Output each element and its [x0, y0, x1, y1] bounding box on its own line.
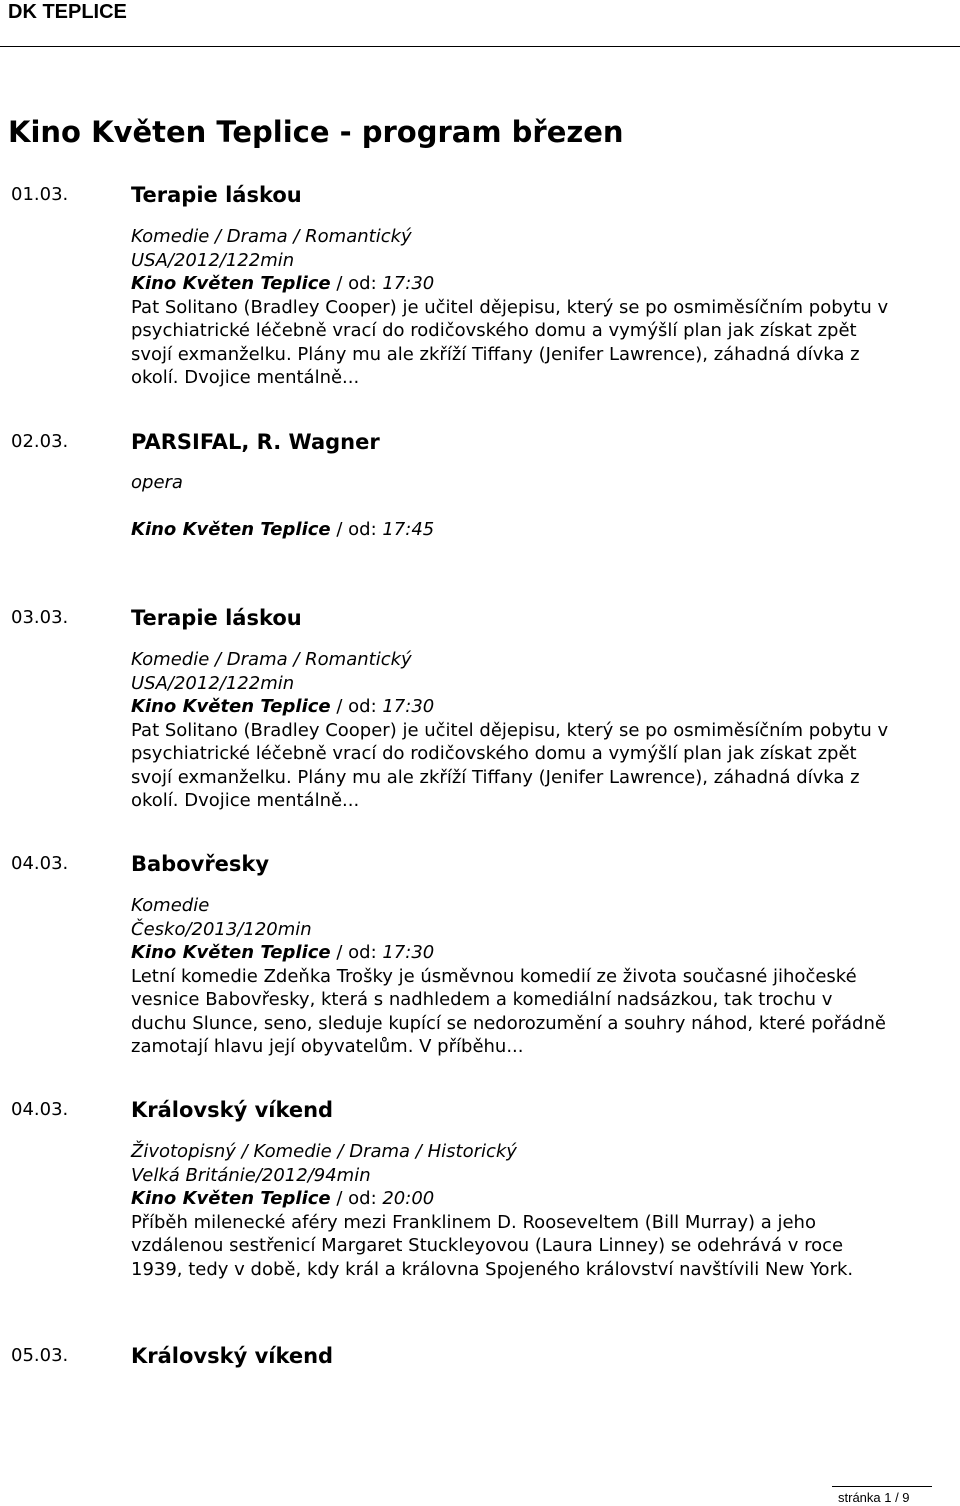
event-details: [131, 894, 891, 1059]
event-venue: Kino Květen Teplice: [131, 942, 331, 963]
event-venue: Kino Květen Teplice: [131, 273, 331, 294]
event-genre: Komedie: [131, 895, 210, 916]
event-description: Letní komedie Zdeňka Trošky je úsměvnou komedií ze života současné jihočeské vesnice Babovřesky, která s nadhledem a komediální nadsázkou, tak trochu v duchu Slunce, seno, sleduje kupící se nedorozumění a souhry náhod, které pořádně zamotají hlavu její obyvatelům. V příběhu...: [131, 965, 886, 1057]
event-title: Babovřesky: [131, 852, 270, 876]
header-divider: [0, 46, 960, 47]
event-details: [131, 648, 891, 813]
event-venue: Kino Květen Teplice: [131, 1188, 331, 1209]
event-date: 05.03.: [11, 1345, 69, 1366]
event-title: PARSIFAL, R. Wagner: [131, 430, 380, 454]
footer-divider: [832, 1486, 932, 1487]
event-time-prefix: / od:: [330, 942, 383, 963]
event-genre: Komedie / Drama / Romantický: [131, 649, 412, 670]
event-details: [131, 225, 891, 390]
event-title: Terapie láskou: [131, 606, 302, 630]
event-date: 02.03.: [11, 431, 69, 452]
event-venue-time: [131, 272, 891, 296]
event-date: 01.03.: [11, 184, 69, 205]
event-time: 17:30: [382, 696, 435, 717]
site-title: DK TEPLICE: [8, 1, 127, 23]
event-time: 17:30: [382, 942, 435, 963]
event-time-prefix: / od:: [330, 696, 383, 717]
event-title: Královský víkend: [131, 1098, 334, 1122]
site-header: [0, 0, 960, 48]
event-description: Pat Solitano (Bradley Cooper) je učitel dějepisu, který se po osmiměsíčním pobytu v psychiatrické léčebně vrací do rodičovského domu a vymýšlí plan jak získat zpět svojí exmanželku. Plány mu ale zkříží Tiffany (Jenifer Lawrence), záhadná dívka z okolí. Dvojice mentálně...: [131, 296, 889, 388]
event-genre: Komedie / Drama / Romantický: [131, 226, 412, 247]
event-title: Terapie láskou: [131, 183, 302, 207]
page-number: stránka 1 / 9: [838, 1490, 910, 1505]
event-origin: Česko/2013/120min: [131, 918, 312, 940]
event-time: 17:30: [382, 273, 435, 294]
event-description: Pat Solitano (Bradley Cooper) je učitel dějepisu, který se po osmiměsíčním pobytu v psychiatrické léčebně vrací do rodičovského domu a vymýšlí plan jak získat zpět svojí exmanželku. Plány mu ale zkříží Tiffany (Jenifer Lawrence), záhadná dívka z okolí. Dvojice mentálně...: [131, 719, 889, 811]
event-time-prefix: / od:: [330, 519, 383, 540]
event-title: Královský víkend: [131, 1344, 334, 1368]
event-genre: opera: [131, 472, 183, 493]
event-date: 04.03.: [11, 1099, 69, 1120]
event-time-prefix: / od:: [330, 273, 383, 294]
page-title: Kino Květen Teplice - program březen: [8, 115, 624, 149]
event-venue-time: [131, 941, 891, 965]
event-venue-time: [131, 695, 891, 719]
event-date: 04.03.: [11, 853, 69, 874]
event-description: Příběh milenecké aféry mezi Franklinem D. Rooseveltem (Bill Murray) a jeho vzdálenou sestřenicí Margaret Stuckleyovou (Laura Linney) se odehrává v roce 1939, tedy v době, kdy král a královna Spojeného království navštívili New York.: [131, 1211, 854, 1280]
event-time: 17:45: [382, 519, 435, 540]
event-venue-time: [131, 518, 891, 542]
event-time: 20:00: [382, 1188, 435, 1209]
event-date: 03.03.: [11, 607, 69, 628]
event-details: [131, 471, 891, 542]
event-venue: Kino Květen Teplice: [131, 519, 331, 540]
event-genre: Životopisný / Komedie / Drama / Historický: [131, 1141, 517, 1162]
event-venue-time: [131, 1187, 891, 1211]
event-origin: USA/2012/122min: [131, 672, 295, 694]
event-details: [131, 1140, 891, 1281]
event-origin: [131, 495, 891, 519]
event-origin: USA/2012/122min: [131, 249, 295, 271]
event-time-prefix: / od:: [330, 1188, 383, 1209]
event-venue: Kino Květen Teplice: [131, 696, 331, 717]
event-origin: Velká Británie/2012/94min: [131, 1164, 371, 1186]
